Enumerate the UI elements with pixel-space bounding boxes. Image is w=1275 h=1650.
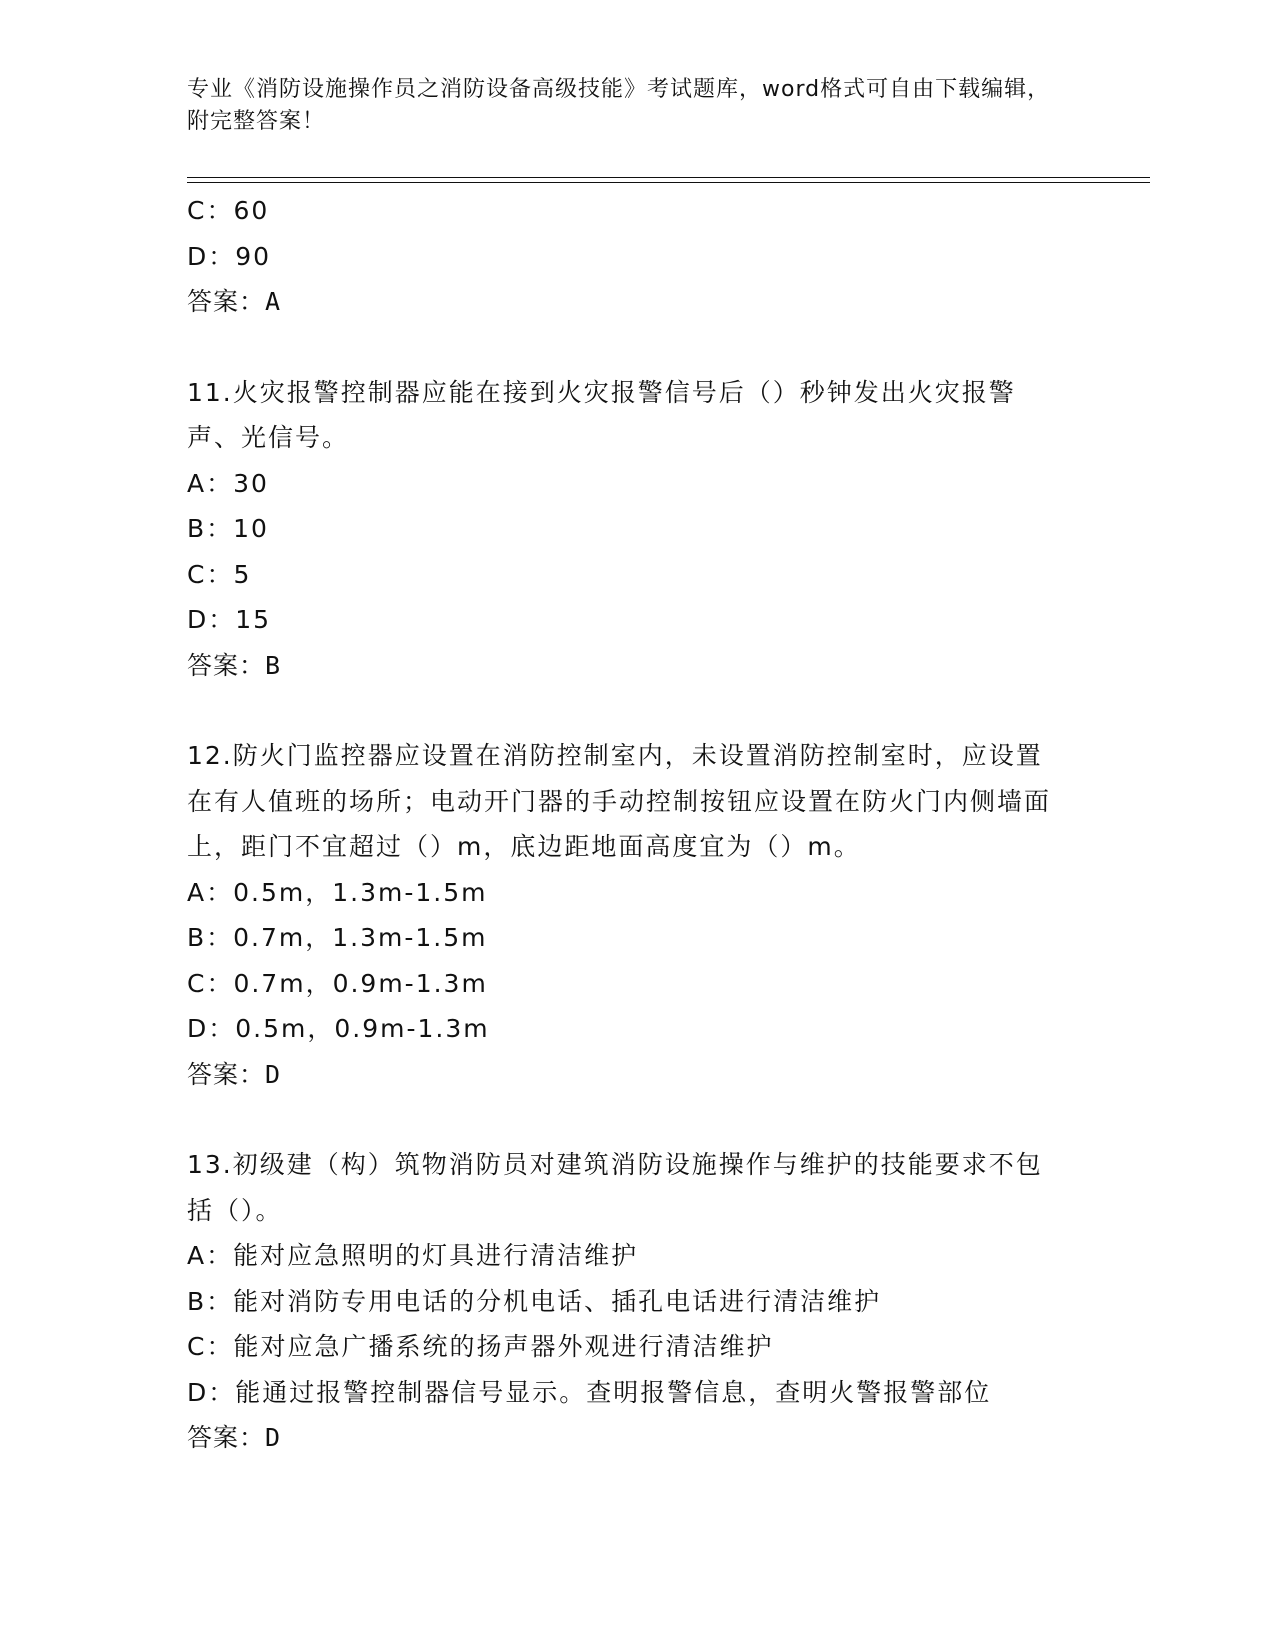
answer-value: D (265, 1059, 282, 1089)
option-d: D：90 (187, 241, 272, 271)
answer-label: 答案： (187, 1423, 266, 1452)
question-13 (187, 1142, 1087, 1461)
answer-label: 答案： (187, 1059, 266, 1089)
answer-label: 答案： (187, 650, 266, 680)
option-a: A：30 (187, 468, 269, 498)
option-d: D：0.5m，0.9m-1.3m (187, 1014, 490, 1043)
option-a: A：0.5m，1.3m-1.5m (187, 877, 488, 907)
option-b: B：10 (187, 514, 269, 543)
document-header: 专业《消防设施操作员之消防设备高级技能》考试题库，word格式可自由下载编辑，附完整答案！ (187, 77, 1051, 134)
answer-label: 答案： (187, 287, 266, 316)
answer-value: A (265, 287, 282, 316)
question-12 (187, 733, 1087, 1097)
answer-line (187, 1052, 1087, 1098)
answer-value: B (265, 650, 282, 680)
question-11 (187, 370, 1087, 689)
option-c: C：0.7m，0.9m-1.3m (187, 968, 488, 998)
option-c: C：能对应急广播系统的扬声器外观进行清洁维护 (187, 1332, 774, 1361)
option-c: C：5 (187, 559, 252, 589)
header-rule-top (187, 177, 1150, 178)
question-list (187, 188, 1087, 1461)
question-stem: 12.防火门监控器应设置在消防控制室内，未设置消防控制室时，应设置在有人值班的场所；电动开门器的手动控制按钮应设置在防火门内侧墙面上，距门不宜超过（）m，底边距地面高度宜为（）m。 (187, 741, 1052, 861)
answer-line (187, 279, 1087, 325)
answer-line (187, 643, 1087, 689)
option-b: B：能对消防专用电话的分机电话、插孔电话进行清洁维护 (187, 1286, 882, 1316)
option-d: D：15 (187, 605, 272, 634)
option-b: B：0.7m，1.3m-1.5m (187, 923, 488, 952)
option-a: A：能对应急照明的灯具进行清洁维护 (187, 1241, 639, 1270)
question-stem: 13.初级建（构）筑物消防员对建筑消防设施操作与维护的技能要求不包括（）。 (187, 1150, 1043, 1225)
option-d: D：能通过报警控制器信号显示。查明报警信息，查明火警报警部位 (187, 1377, 992, 1407)
answer-value: D (265, 1423, 282, 1452)
option-c: C：60 (187, 196, 270, 225)
answer-line (187, 1415, 1087, 1461)
prev-question-block (187, 188, 1087, 325)
header-rule-bottom (187, 182, 1150, 183)
question-stem: 11.火灾报警控制器应能在接到火灾报警信号后（）秒钟发出火灾报警声、光信号。 (187, 377, 1016, 452)
